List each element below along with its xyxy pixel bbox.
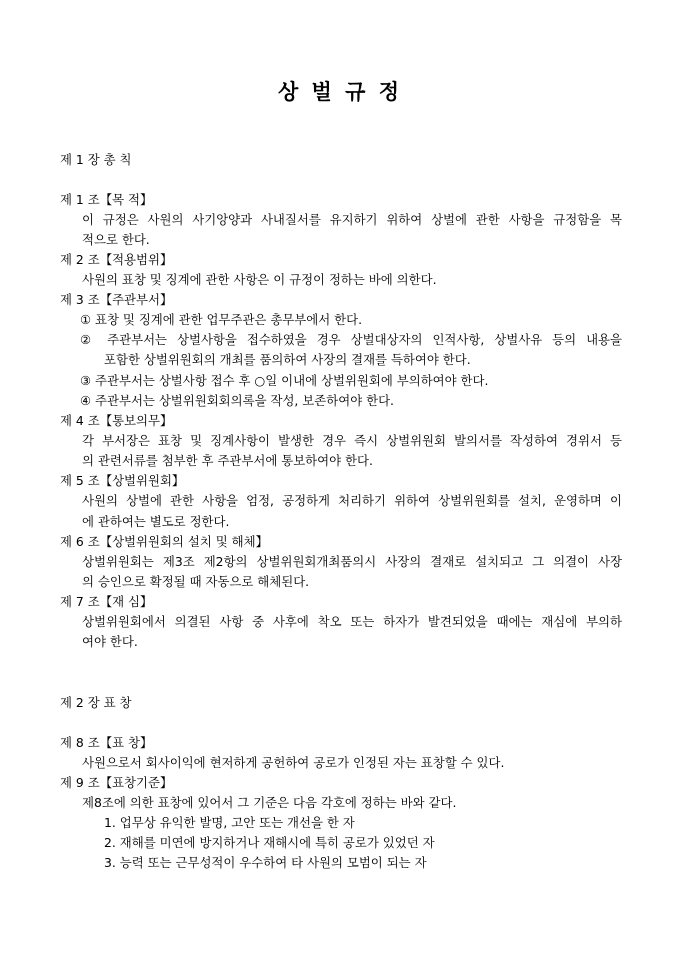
article-text: 의 관련서류를 첨부한 후 주관부서에 통보하여야 한다. bbox=[82, 453, 373, 468]
article-text: 사원의 상벌에 관한 사항을 엄정, 공정하게 처리하기 위하여 상벌위원회를 설치, 운영하며 이 bbox=[82, 493, 622, 508]
article-item: ② 주관부서는 상벌사항을 접수하였을 경우 상벌대상자의 인적사항, 상벌사유 등의 내용을 bbox=[80, 332, 622, 347]
article-text: 상벌위원회는 제3조 제2항의 상벌위원회개최품의시 사장의 결재로 설치되고 그 의결이 사장 bbox=[82, 554, 622, 569]
article-text: 이 규정은 사원의 사기앙양과 사내질서를 유지하기 위하여 상벌에 관한 사항을 규정함을 목 bbox=[82, 212, 622, 227]
article-heading: 제 2 조【적용범위】 bbox=[60, 252, 173, 267]
article-item: ④ 주관부서는 상벌위원회회의록을 작성, 보존하여야 한다. bbox=[80, 393, 394, 408]
article-heading: 제 9 조【표창기준】 bbox=[60, 775, 173, 790]
article-heading: 제 8 조【표 창】 bbox=[60, 735, 153, 750]
article-text: 사원의 표창 및 징계에 관한 사항은 이 규정이 정하는 바에 의한다. bbox=[82, 272, 437, 287]
article-text: 의 승인으로 확정될 때 자동으로 해체된다. bbox=[82, 574, 310, 589]
article-heading: 제 3 조【주관부서】 bbox=[60, 292, 173, 307]
article-heading: 제 1 조【목 적】 bbox=[60, 192, 153, 207]
list-item: 2. 재해를 미연에 방지하거나 재해시에 특히 공로가 있었던 자 bbox=[104, 835, 435, 850]
article-text: 적으로 한다. bbox=[82, 232, 150, 247]
document-title: 상 벌 규 정 bbox=[277, 80, 403, 104]
article-item: ③ 주관부서는 상벌사항 접수 후 ○일 이내에 상벌위원회에 부의하여야 한다. bbox=[80, 373, 489, 388]
article-item: ① 표창 및 징계에 관한 업무주관은 총무부에서 한다. bbox=[80, 312, 363, 327]
chapter-heading: 제 1 장 총 칙 bbox=[60, 152, 132, 167]
article-text: 각 부서장은 표창 및 징계사항이 발생한 경우 즉시 상벌위원회 발의서를 작성하여 경위서 등 bbox=[82, 433, 622, 448]
article-text: 사원으로서 회사이익에 현저하게 공헌하여 공로가 인정된 자는 표창할 수 있다. bbox=[82, 755, 505, 770]
article-heading: 제 5 조【상벌위원회】 bbox=[60, 473, 185, 488]
article-heading: 제 6 조【상벌위원회의 설치 및 해체】 bbox=[60, 534, 268, 549]
article-text: 상벌위원회에서 의결된 사항 중 사후에 착오 또는 하자가 발견되었을 때에는 재심에 부의하 bbox=[82, 614, 622, 629]
article-text: 여야 한다. bbox=[82, 634, 138, 649]
list-item: 1. 업무상 유익한 발명, 고안 또는 개선을 한 자 bbox=[104, 815, 355, 830]
article-text: 에 관하여는 별도로 정한다. bbox=[82, 514, 230, 529]
article-text: 제8조에 의한 표창에 있어서 그 기준은 다음 각호에 정하는 바와 같다. bbox=[82, 795, 457, 810]
list-item: 3. 능력 또는 근무성적이 우수하여 타 사원의 모범이 되는 자 bbox=[104, 855, 427, 870]
article-heading: 제 4 조【통보의무】 bbox=[60, 413, 173, 428]
chapter-heading: 제 2 장 표 창 bbox=[60, 695, 132, 710]
article-heading: 제 7 조【재 심】 bbox=[60, 594, 153, 609]
article-item: 포함한 상벌위원회의 개최를 품의하여 사장의 결재를 득하여야 한다. bbox=[104, 352, 471, 367]
